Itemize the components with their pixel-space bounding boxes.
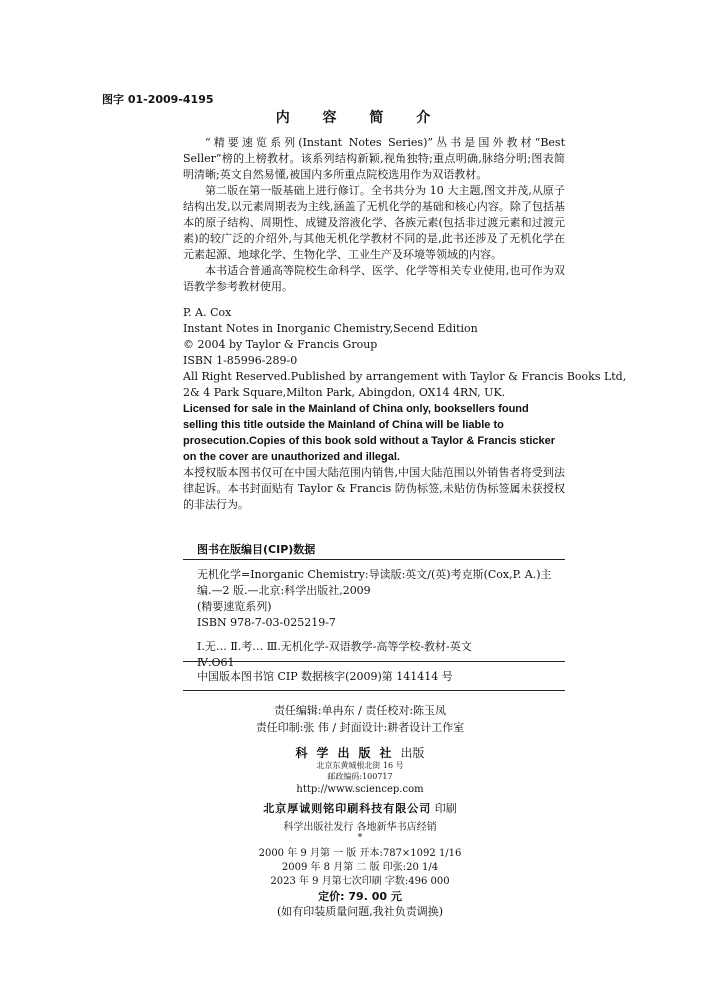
edition-line: 2009 年 8 月第 二 版 印张:20 1/4 xyxy=(281,862,439,873)
rights-statement: All Right Reserved.Published by arrangement with Taylor & Francis Books Ltd, xyxy=(183,370,627,383)
printer xyxy=(0,800,720,816)
cip-line: Ⅳ.O61 xyxy=(197,656,235,669)
original-title: Instant Notes in Inorganic Chemistry,Secend Edition xyxy=(183,322,478,335)
edition-info xyxy=(0,847,720,889)
cip-line: 无机化学=Inorganic Chemistry:导读版:英文/(英)考克斯(Cox,P. A.)主 xyxy=(197,568,552,581)
summary-text xyxy=(183,135,565,295)
publisher xyxy=(0,744,720,761)
cip-line: ISBN 978-7-03-025219-7 xyxy=(197,616,336,629)
editors-line: 责任编辑:单冉东 / 责任校对:陈玉凤 xyxy=(273,704,447,717)
authorization-notice: 本授权版本图书仅可在中国大陆范围内销售,中国大陆范围以外销售者将受到法律起诉。本书封面贴有 Taylor & Francis 防伪标签,未贴仿伪标签属未获授权的非法行为。 xyxy=(183,466,565,511)
editors-credits xyxy=(0,702,720,736)
cip-number: 中国版本图书馆 CIP 数据核字(2009)第 141414 号 xyxy=(197,670,453,683)
summary-paragraph: 第二版在第一版基础上进行修订。全书共分为 10 大主题,图文并茂,从原子结构出发,以元素周期表为主线,涵盖了无机化学的基础和核心内容。除了包括基本的原子结构、周期性、成键及溶液化学、各族元素(包括非过渡元素和过渡元素)的较广泛的介绍外,与其他无机化学教材不同的是,此书还涉及了无机化学在元素起源、地球化学、生物化学、工业生产及环境等领域的内容。 xyxy=(183,184,565,261)
quality-notice: (如有印装质量问题,我社负责调换) xyxy=(276,905,444,918)
cip-line: 编.—2 版.—北京:科学出版社,2009 xyxy=(197,584,371,597)
license-statement: Licensed for sale in the Mainland of China only, booksellers found selling this title outside the Mainland of China will be liable to prosecution.Copies of this book sold without a Taylor & Francis sticker on the cover are unauthorized and illegal. xyxy=(183,403,556,463)
copyright-section xyxy=(183,305,627,513)
copyright-line: © 2004 by Taylor & Francis Group xyxy=(183,338,378,351)
printer-suffix: 印刷 xyxy=(434,802,457,815)
price: 定价: 79. 00 元 xyxy=(318,890,402,903)
cip-title: 图书在版编目(CIP)数据 xyxy=(197,543,316,556)
edition-line: 2023 年 9 月第七次印刷 字数:496 000 xyxy=(270,876,450,887)
distribution: 科学出版社发行 各地新华书店经销 xyxy=(283,822,437,833)
rights-address: 2& 4 Park Square,Milton Park, Abingdon, OX14 4RN, UK. xyxy=(183,386,506,399)
summary-paragraph: “精要速览系列(Instant Notes Series)”丛书是国外教材“Best Seller”榜的上榜教材。该系列结构新颖,视角独特;重点明确,脉络分明;图表简明清晰;英文自然易懂,被国内多所重点院校选用作为双语教材。 xyxy=(183,136,565,181)
cip-line: (精要速览系列) xyxy=(197,600,272,613)
summary-paragraph: 本书适合普通高等院校生命科学、医学、化学等相关专业使用,也可作为双语教学参考教材使用。 xyxy=(183,264,565,293)
original-isbn: ISBN 1-85996-289-0 xyxy=(183,354,298,367)
copyright-registration-number: 图字 01-2009-4195 xyxy=(102,93,214,106)
editors-line: 责任印制:张 伟 / 封面设计:耕者设计工作室 xyxy=(255,721,465,734)
edition-line: 2000 年 9 月第 一 版 开本:787×1092 1/16 xyxy=(258,848,462,859)
cip-bottom-rule xyxy=(183,690,565,691)
separator-star: * xyxy=(357,833,363,843)
publisher-website: http://www.sciencep.com xyxy=(296,784,424,795)
publisher-name: 科学出版社 xyxy=(295,746,401,760)
cip-top-rule xyxy=(183,559,565,560)
cip-line: Ⅰ.无… Ⅱ.考… Ⅲ.无机化学-双语教学-高等学校-教材-英文 xyxy=(197,640,472,653)
printer-name: 北京厚诚则铭印刷科技有限公司 xyxy=(263,802,432,815)
original-author: P. A. Cox xyxy=(183,306,232,319)
publisher-suffix: 出版 xyxy=(400,746,425,760)
summary-title: 内 容 简 介 xyxy=(275,110,445,126)
publisher-postcode: 邮政编码:100717 xyxy=(327,772,393,781)
cip-data xyxy=(197,567,565,671)
cip-middle-rule xyxy=(183,661,565,662)
publisher-address: 北京东黄城根北街 16 号 xyxy=(316,761,404,770)
